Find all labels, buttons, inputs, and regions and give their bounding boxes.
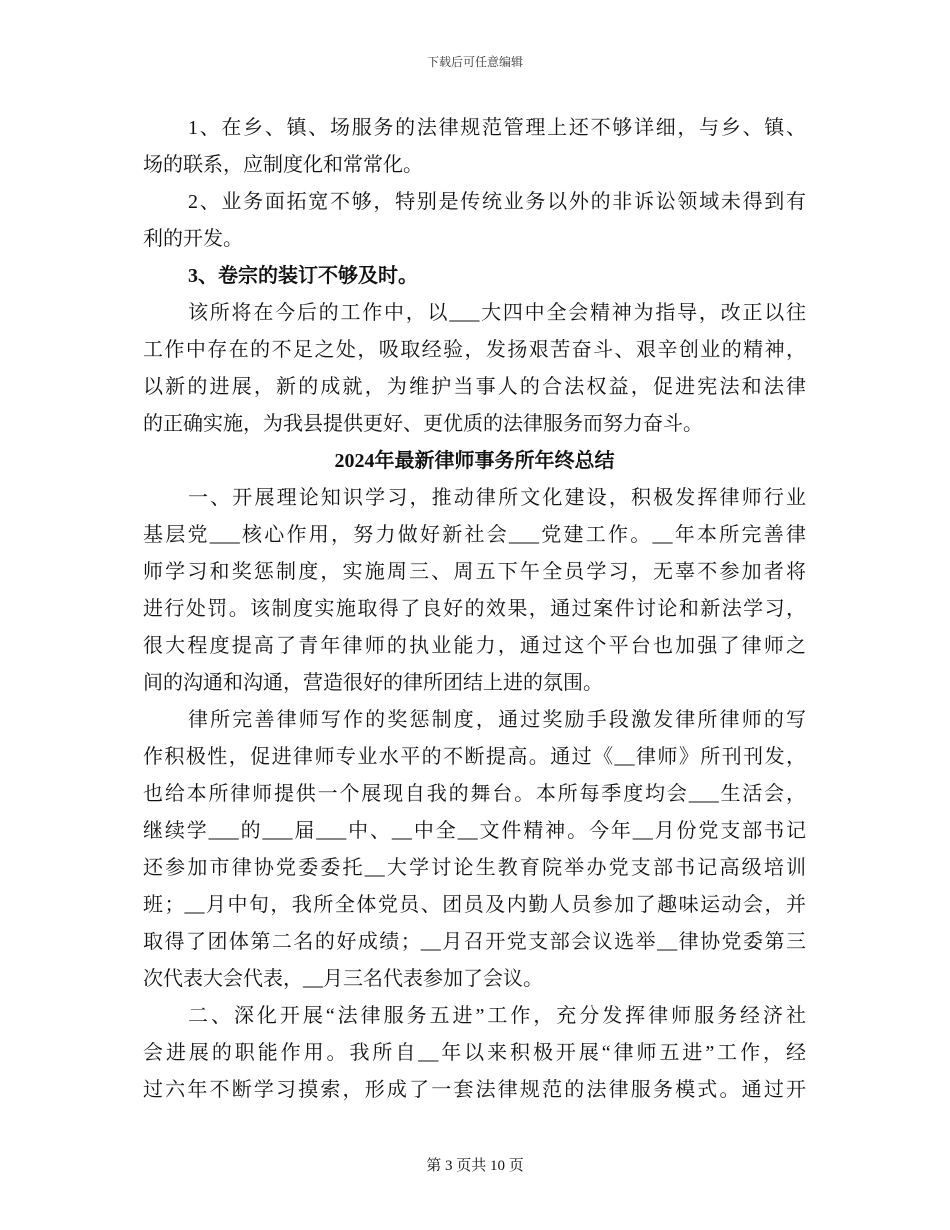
- paragraph-closing: [143, 295, 806, 443]
- text-line: 间的沟通和沟通，营造很好的律所团结上进的氛围。: [143, 672, 603, 694]
- paragraph-item-3: [143, 258, 806, 295]
- text-line: 继续学___的___届___中、__中全__文件精神。今年__月份党支部书记: [143, 820, 806, 842]
- text-line: 基层党___核心作用，努力做好新社会___党建工作。__年本所完善律: [143, 524, 806, 546]
- text-line: 很大程度提高了青年律师的执业能力，通过这个平台也加强了律师之: [143, 635, 806, 657]
- text-line: 还参加市律协党委委托__大学讨论生教育院举办党支部书记高级培训: [143, 857, 806, 879]
- text-line: 2、业务面拓宽不够，特别是传统业务以外的非诉讼领域未得到有: [188, 191, 806, 213]
- paragraph-item-1: [143, 110, 806, 184]
- text-line: 次代表大会代表，__月三名代表参加了会议。: [143, 968, 543, 990]
- text-line: 的正确实施，为我县提供更好、更优质的法律服务而努力奋斗。: [143, 413, 703, 435]
- text-line: 3、卷宗的装订不够及时。: [188, 265, 418, 287]
- paragraph-item-2: [143, 184, 806, 258]
- document-title: 2024年最新律师事务所年终总结: [334, 450, 615, 472]
- text-line: 师学习和奖惩制度，实施周三、周五下午全员学习，无辜不参加者将: [143, 561, 806, 583]
- text-line: 工作中存在的不足之处，吸取经验，发扬艰苦奋斗、艰辛创业的精神，: [143, 339, 806, 361]
- text-line: 过六年不断学习摸索，形成了一套法律规范的法律服务模式。通过开: [143, 1079, 806, 1101]
- text-line: 利的开发。: [143, 228, 243, 250]
- paragraph-part-2: [143, 998, 806, 1109]
- text-line: 作积极性，促进律师专业水平的不断提高。通过《__律师》所刊刊发，: [143, 746, 806, 768]
- text-line: 以新的进展，新的成就，为维护当事人的合法权益，促进宪法和法律: [143, 376, 806, 398]
- document-body: [143, 110, 806, 1109]
- page-number: 第 3 页共 10 页: [426, 1158, 524, 1174]
- paragraph-part-1-writing: [143, 702, 806, 998]
- text-line: 场的联系，应制度化和常常化。: [143, 154, 423, 176]
- text-line: 一、开展理论知识学习，推动律所文化建设，积极发挥律师行业: [188, 487, 806, 509]
- text-line: 该所将在今后的工作中，以___大四中全会精神为指导，改正以往: [188, 302, 806, 324]
- text-line: 也给本所律师提供一个展现自我的舞台。本所每季度均会___生活会，: [143, 783, 806, 805]
- page-header-note: 下载后可任意编辑: [426, 55, 523, 69]
- text-line: 班；__月中旬，我所全体党员、团员及内勤人员参加了趣味运动会，并: [143, 894, 806, 916]
- paragraph-part-1: [143, 480, 806, 702]
- text-line: 1、在乡、镇、场服务的法律规范管理上还不够详细，与乡、镇、: [188, 117, 806, 139]
- text-line: 取得了团体第二名的好成绩；__月召开党支部会议选举__律协党委第三: [143, 931, 806, 953]
- text-line: 会进展的职能作用。我所自__年以来积极开展“律师五进”工作，经: [143, 1042, 806, 1064]
- text-line: 进行处罚。该制度实施取得了良好的效果，通过案件讨论和新法学习，: [143, 598, 806, 620]
- text-line: 二、深化开展“法律服务五进”工作，充分发挥律师服务经济社: [188, 1005, 806, 1027]
- text-line: 律所完善律师写作的奖惩制度，通过奖励手段激发律所律师的写: [188, 709, 806, 731]
